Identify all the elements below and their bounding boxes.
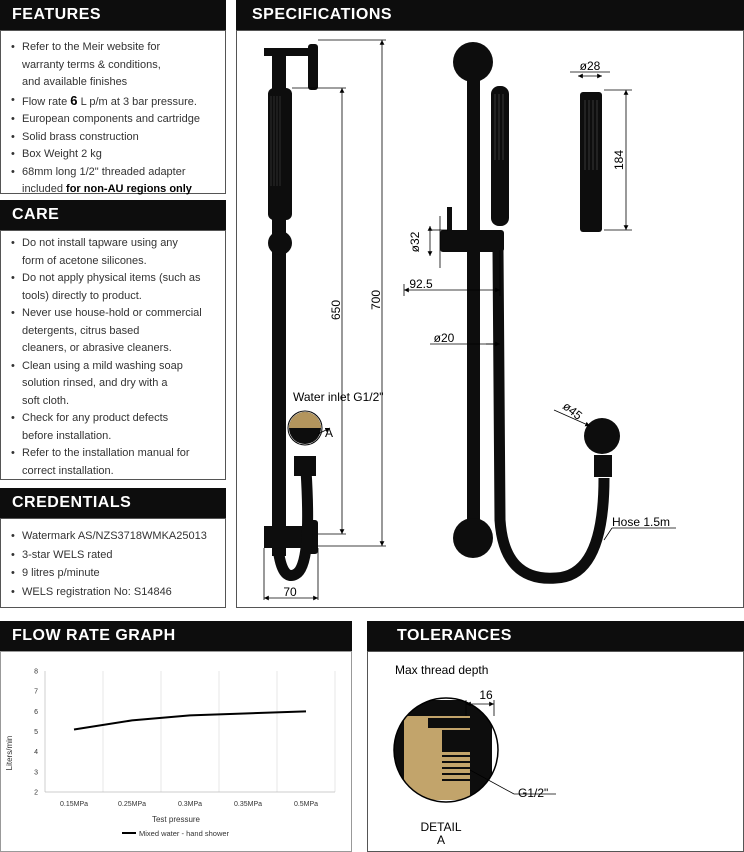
features-title: FEATURES xyxy=(12,6,102,23)
credentials-item: • 9 litres p/minute xyxy=(9,564,219,583)
x-tick-labels xyxy=(60,801,318,808)
chart-gridlines xyxy=(103,671,335,792)
x-tick-label: 0.35MPa xyxy=(233,801,263,808)
care-item: • Do not install tapware using any form of acetone silicones. xyxy=(9,235,219,270)
credentials-title: CREDENTIALS xyxy=(12,494,132,511)
tolerances-title: TOLERANCES xyxy=(397,627,512,644)
dim-70: 70 xyxy=(283,585,297,599)
care-list xyxy=(1,231,225,480)
care-title: CARE xyxy=(12,206,60,223)
features-item: • 68mm long 1/2" threaded adapter included for non-AU regions only xyxy=(9,164,219,199)
x-tick-label: 0.15MPa xyxy=(59,801,89,808)
y-tick-label: 6 xyxy=(34,708,38,716)
tolerance-drawing xyxy=(367,651,744,852)
x-axis-label: Test pressure xyxy=(151,815,201,824)
y-tick-label: 4 xyxy=(34,749,38,757)
specification-drawing xyxy=(236,30,744,608)
y-tick-label: 5 xyxy=(34,729,38,736)
care-item: • Check for any product defects before installation. xyxy=(9,410,219,445)
credentials-list xyxy=(1,519,225,601)
thread-depth-value: 16 xyxy=(479,688,493,702)
dim-700: 700 xyxy=(369,289,383,311)
y-tick-label: 8 xyxy=(34,668,38,676)
features-panel xyxy=(0,30,226,194)
care-item: • Clean using a mild washing soap solution rinsed, and dry with a soft cloth. xyxy=(9,358,219,411)
credentials-panel xyxy=(0,518,226,608)
features-header xyxy=(0,0,226,30)
credentials-item: • Watermark AS/NZS3718WMKA25013 xyxy=(9,527,219,546)
specifications-header xyxy=(236,0,744,30)
flow-rate-chart xyxy=(0,651,352,852)
features-item: • Flow rate 6 L p/m at 3 bar pressure. xyxy=(9,92,219,112)
thread-size-label: G1/2" xyxy=(518,786,549,800)
y-tick-label: 3 xyxy=(34,769,38,777)
y-tick-label: 2 xyxy=(34,789,38,797)
care-header xyxy=(0,200,226,230)
handshower-detail xyxy=(580,92,602,232)
x-tick-label: 0.3MPa xyxy=(177,801,203,808)
features-item: • Refer to the Meir website for warranty terms & conditions, and available finishes xyxy=(9,39,219,92)
dim-d45: ø45 xyxy=(560,398,585,423)
specifications-title: SPECIFICATIONS xyxy=(252,6,393,23)
detail-label: DETAIL xyxy=(420,820,462,834)
y-tick-labels xyxy=(34,669,38,797)
credentials-header xyxy=(0,488,226,518)
care-item: • Refer to the installation manual for correct installation. xyxy=(9,445,219,480)
care-panel xyxy=(0,230,226,480)
features-list xyxy=(1,31,225,199)
tolerances-header xyxy=(367,621,744,651)
features-item: • European components and cartridge xyxy=(9,111,219,129)
dim-d28: ø28 xyxy=(579,59,601,73)
y-axis-label: Liters/min xyxy=(5,735,14,771)
side-view-rail xyxy=(264,44,322,576)
dim-184: 184 xyxy=(612,149,626,171)
dim-d20: ø20 xyxy=(433,331,455,345)
detail-letter: A xyxy=(436,833,446,847)
dim-650: 650 xyxy=(329,299,343,321)
legend-label: Mixed water - hand shower xyxy=(139,829,230,838)
series-line-mixed-water xyxy=(74,711,306,729)
max-thread-depth-label: Max thread depth xyxy=(395,663,489,677)
credentials-item: • WELS registration No: S14846 xyxy=(9,583,219,602)
flow-graph-title: FLOW RATE GRAPH xyxy=(12,627,176,644)
water-inlet-label: Water inlet G1/2" xyxy=(293,390,384,404)
dim-92-5: 92.5 xyxy=(409,277,433,291)
dim-d32: ø32 xyxy=(408,231,422,253)
care-item: • Never use house-hold or commercial detergents, citrus based cleaners, or abrasive cleaners. xyxy=(9,305,219,358)
detail-a-marker: A xyxy=(325,426,334,440)
care-item: • Do not apply physical items (such as tools) directly to product. xyxy=(9,270,219,305)
x-tick-label: 0.25MPa xyxy=(117,801,147,808)
x-tick-label: 0.5MPa xyxy=(293,801,319,808)
features-item: • Solid brass construction xyxy=(9,129,219,147)
flow-graph-header xyxy=(0,621,352,651)
features-item: • Box Weight 2 kg xyxy=(9,146,219,164)
y-tick-label: 7 xyxy=(34,688,38,696)
credentials-item: • 3-star WELS rated xyxy=(9,546,219,565)
hose-label: Hose 1.5m xyxy=(612,515,671,529)
thread-detail-cutaway xyxy=(390,690,510,810)
